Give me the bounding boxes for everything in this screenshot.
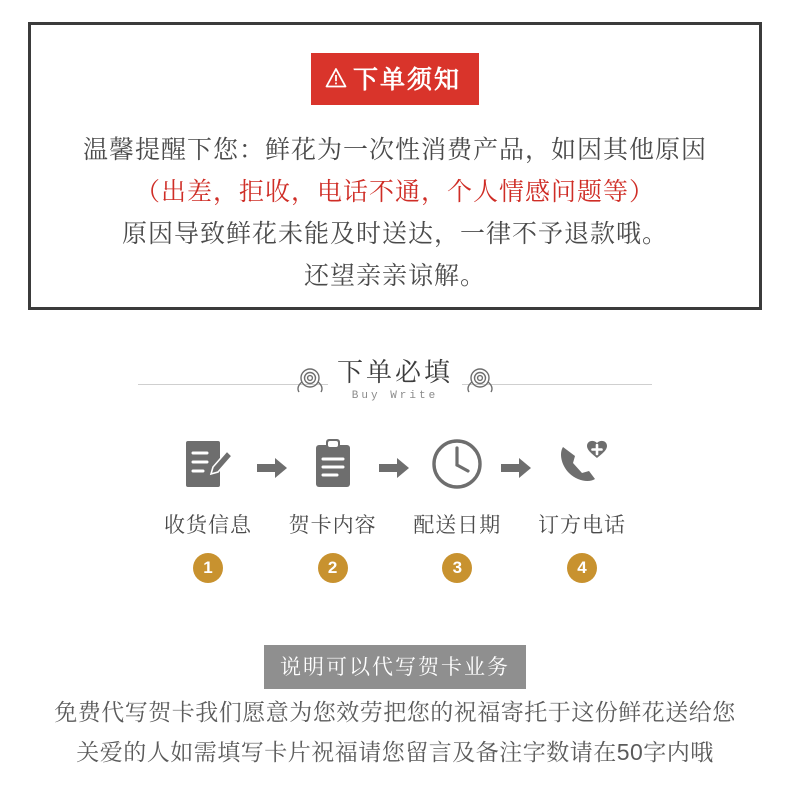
required-steps-list — [160, 425, 630, 583]
step-label-1: 收货信息 — [164, 514, 252, 537]
step-item-2 — [285, 425, 381, 583]
notice-line-2: （出差，拒收，电话不通，个人情感问题等） — [134, 178, 655, 206]
rose-icon — [463, 363, 497, 397]
step-number-4: 4 — [567, 553, 597, 583]
service-note-badge: 说明可以代写贺卡业务 — [264, 645, 526, 689]
warning-triangle-icon — [325, 67, 347, 89]
service-note-line-2: 关爱的人如需填写卡片祝福请您留言及备注字数请在50字内哦 — [76, 739, 714, 765]
divider-center — [293, 356, 497, 404]
notice-line-1: 温馨提醒下您：鲜花为一次性消费产品，如因其他原因 — [82, 136, 707, 164]
step-number-1: 1 — [193, 553, 223, 583]
divider-titles — [337, 356, 453, 404]
arrow-right-icon — [377, 455, 411, 481]
step-item-3 — [409, 425, 505, 583]
divider-title-cn: 下单必填 — [336, 357, 454, 387]
step-item-4 — [534, 425, 630, 583]
step-label-3: 配送日期 — [413, 514, 502, 537]
step-number-2: 2 — [318, 553, 348, 583]
notice-badge-label: 下单须知 — [352, 66, 462, 94]
notice-body — [31, 129, 759, 297]
service-note-text — [0, 692, 790, 772]
notice-line-3: 原因导致鲜花未能及时送达，一律不予退款哦。 — [121, 220, 668, 248]
write-document-icon — [160, 425, 256, 503]
clock-icon — [409, 425, 505, 503]
notice-badge — [311, 53, 479, 105]
section-divider — [0, 356, 790, 414]
arrow-right-icon — [499, 455, 533, 481]
order-notice-box — [28, 22, 762, 310]
step-item-1 — [160, 425, 256, 583]
divider-title-en: Buy Write — [351, 390, 439, 402]
step-label-4: 订方电话 — [537, 514, 626, 537]
step-number-3: 3 — [442, 553, 472, 583]
notice-line-4: 还望亲亲谅解。 — [303, 262, 486, 290]
step-label-2: 贺卡内容 — [288, 514, 377, 537]
rose-icon — [293, 363, 327, 397]
service-note-line-1: 免费代写贺卡我们愿意为您效劳把您的祝福寄托于这份鲜花送给您 — [54, 699, 736, 725]
clipboard-icon — [285, 425, 381, 503]
phone-heart-icon — [534, 425, 630, 503]
arrow-right-icon — [255, 455, 289, 481]
